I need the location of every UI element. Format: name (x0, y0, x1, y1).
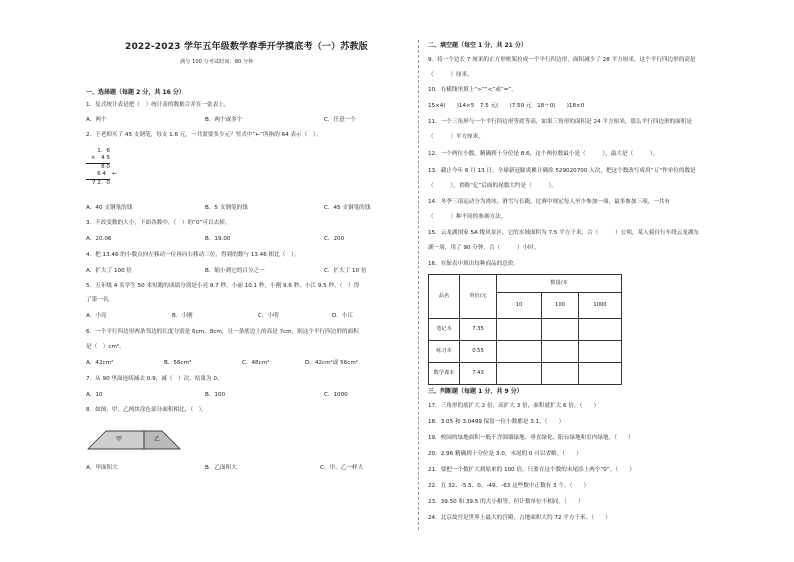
q16-text: 16．在如表中填出每种商品的总价。 (428, 261, 520, 267)
table-cell-name: 笔记本 (429, 319, 460, 341)
q1-text: 1．复式统计表是把（ ）统计表的数据合并在一张表上。 (86, 102, 230, 108)
q6-line1: 6．一个平行四边形两条邻边的长度分别是 6cm、8cm，且一条底边上的高是 7cm，则这个平行四边形的面积 (86, 329, 359, 335)
q14-line1: 14．冬季三项运动分为滑冰、滑雪与长跑，比赛中规定每人至少参加一项，最多参加三项，一共有 (428, 199, 671, 205)
q21-text: 21．要把一个数扩大到原来的 100 倍，只要在这个数的末尾添上两个“0”。（ ） (428, 467, 635, 473)
table-cell-price: 0.55 (460, 341, 497, 363)
table-answer-cell[interactable] (542, 341, 579, 363)
q8-option-c[interactable]: C．甲、乙一样大 (320, 465, 364, 471)
q2-vertical-calculation (86, 148, 117, 187)
table-answer-cell[interactable] (579, 319, 622, 341)
arrow-icon: ← (112, 171, 117, 177)
q8-option-b[interactable]: B．乙面积大 (205, 465, 237, 471)
parallelogram-figure (86, 423, 182, 453)
q15-line2: 湖一周，用了 90 分钟，合（ ）小时。 (428, 245, 540, 251)
q5-option-b[interactable]: B．小刚 (172, 313, 193, 319)
q7-text: 7．从 90 里面连续减去 0.9，减（ ）次，结果为 0。 (86, 376, 223, 382)
q20-text: 20．2.96 精确到十分位是 3.0，末尾的 0 可以省略。（ ） (428, 451, 582, 457)
table-qty-10: 10 (497, 293, 542, 319)
table-answer-cell[interactable] (497, 363, 542, 385)
q7-option-b[interactable]: B．100 (205, 392, 226, 398)
q4-text: 4．把 13.46 的小数点向左移动一位再向右移动三位，得到的数与 13.46 相比（ ）。 (86, 252, 300, 258)
column-divider (418, 40, 419, 530)
q18-text: 18．3.05 和 3.0499 保留一位小数都是 3.1。（ ） (428, 419, 565, 425)
q13-line2: （ ），省略“亿”后面的尾数大约是（ ）。 (428, 183, 557, 189)
price-table (428, 274, 622, 385)
q1-option-b[interactable]: B．两个或多个 (205, 117, 243, 123)
table-answer-cell[interactable] (542, 319, 579, 341)
q14-line2: （ ）种不同的参赛方法。 (428, 214, 507, 220)
table-qty-100: 100 (542, 293, 579, 319)
q10-line2: 15×4( )14×5 7.5 元( )7.50 元 18＋0( )18×0 (428, 103, 585, 109)
table-header-price: 单价/元 (460, 275, 497, 319)
q22-text: 22．在 32、-5.5、0、-49、-63 这些数中正数有 3 个。（ ） (428, 483, 590, 489)
q5-line1: 5．五年级 4 名学生 50 米短跑的成绩分别是小亮 9.7 秒，小丽 10.1 秒，小刚 9.6 秒，小江 9.5 秒，（ ）得 (86, 283, 360, 289)
q2-option-b[interactable]: B．5 支钢笔的钱 (205, 205, 248, 211)
q1-option-a[interactable]: A．两个 (86, 117, 107, 123)
q3-option-a[interactable]: A．20.06 (86, 236, 112, 242)
q12-text: 12．一个两位小数，精确到十分位是 8.6，这个两位数最小是（ ），最大是（ ）。 (428, 151, 659, 157)
calc-row-2: × 4 5 (90, 155, 110, 161)
table-cell-name: 数学课本 (429, 363, 460, 385)
q5-option-c[interactable]: C．小明 (258, 313, 279, 319)
q17-text: 17．三角形的底扩大 2 倍，高扩大 3 倍，面积就扩大 6 倍。（ ） (428, 403, 600, 409)
calc-row-3: 8 0 (101, 164, 110, 170)
table-row (429, 363, 622, 385)
q3-option-b[interactable]: B．19.00 (205, 236, 231, 242)
q6-option-a[interactable]: A．42cm² (86, 360, 114, 366)
q11-line1: 11．一个三角形与一个平行四边形等底等高，如果三角形的面积是 24 平方厘米，那么平行四边形的面积是 (428, 119, 692, 125)
q5-line2: 了第一名。 (86, 297, 114, 303)
q10-text: 10．在横线里填上“>”“<”或“=”。 (428, 87, 517, 93)
q15-line1: 15．云龙湖国家 5A 级风景区，它的水域面积为 7.5 平方千米，合（ ）公顷，某人骑自行车绕云龙湖东 (428, 230, 700, 236)
q7-option-a[interactable]: A．10 (86, 392, 103, 398)
calc-row-1: 1．6 (97, 148, 110, 154)
table-answer-cell[interactable] (579, 341, 622, 363)
shape-yi-label: 乙 (154, 436, 161, 443)
q9-line1: 9．将一个边长 7 厘米的正方形框架拉成一个平行四边形，面积减少了 28 平方厘米，这个平行四边形的高是 (428, 57, 696, 63)
q3-text: 3．不改变数的大小，下面各数中，（ ）的“0”可以去掉。 (86, 220, 231, 226)
q6-option-c[interactable]: C．48cm² (242, 360, 270, 366)
table-answer-cell[interactable] (497, 341, 542, 363)
q4-option-c[interactable]: C．扩大了 10 倍 (324, 268, 367, 274)
table-row (429, 341, 622, 363)
q11-line2: （ ）平方厘米。 (428, 134, 484, 140)
q4-option-b[interactable]: B．缩小到它的百分之一 (205, 268, 265, 274)
q5-option-a[interactable]: A．小亮 (86, 313, 107, 319)
q2-text: 2．王老师买了 45 支钢笔，每支 1.6 元，一共需要多少元？竖式中“←”所指的 64 表示（ ）。 (86, 132, 322, 138)
calc-row-4: 6 4 (97, 171, 106, 177)
q2-option-a[interactable]: A．40 支钢笔的钱 (86, 205, 133, 211)
table-qty-1000: 1000 (579, 293, 622, 319)
table-cell-name: 练习本 (429, 341, 460, 363)
exam-subtitle: 满分 100 分考试时间：80 分钟 (180, 59, 254, 65)
exam-title: 2022-2023 学年五年级数学春季开学摸底考（一）苏教版 (125, 42, 368, 52)
q5-option-d[interactable]: D．小江 (332, 313, 354, 319)
section2-title: 二、填空题（每空 1 分，共 21 分） (428, 42, 527, 49)
section3-title: 三、判断题（每题 1 分，共 9 分） (428, 388, 523, 395)
shape-jia-label: 甲 (116, 436, 123, 443)
table-row (429, 319, 622, 341)
q9-line2: （ ）厘米。 (428, 72, 473, 78)
shape-yi-region (144, 431, 180, 449)
q8-option-a[interactable]: A．甲面积大 (86, 465, 118, 471)
calc-row-4-wrap (86, 171, 117, 178)
q6-option-d[interactable]: D．42cm²或 56cm² (305, 360, 359, 366)
calc-row-5: 7 2．0 (91, 180, 110, 186)
table-answer-cell[interactable] (579, 363, 622, 385)
table-answer-cell[interactable] (542, 363, 579, 385)
q8-shape-figure (86, 423, 182, 456)
q2-option-c[interactable]: C．45 支钢笔的钱 (324, 205, 371, 211)
q19-text: 19．校园的绿地面积一般不含围墙绿地、垂直绿化、阳台绿地和室内绿地。（ ） (428, 435, 634, 441)
q23-text: 23．39.50 和 39.5 的大小相等，但计数单位不相同。（ ） (428, 499, 584, 505)
q24-text: 24．北京故宫是世界上最大的宫殿，占地面积大约 72 平方千米。（ ） (428, 515, 611, 521)
q1-option-c[interactable]: C．任意一个 (324, 117, 356, 123)
table-header-name: 品名 (429, 275, 460, 319)
table-cell-price: 7.43 (460, 363, 497, 385)
table-header-qty: 数量/本 (497, 275, 622, 293)
q8-text: 8．如图，甲、乙两块涂色部分面积相比，（ ）。 (86, 407, 208, 413)
section1-title: 一、选择题（每题 2 分，共 16 分） (86, 89, 185, 96)
table-cell-price: 7.35 (460, 319, 497, 341)
q6-option-b[interactable]: B．56cm² (164, 360, 192, 366)
q4-option-a[interactable]: A．扩大了 100 倍 (86, 268, 133, 274)
q7-option-c[interactable]: C．1000 (324, 392, 348, 398)
table-answer-cell[interactable] (497, 319, 542, 341)
q6-line2: 是（ ）cm²。 (86, 344, 125, 350)
q13-line1: 13．截止今年 6 月 13 日，全球新冠肺炎累计确诊 529020700 人次，把这个数改写成用“万”作单位的数是 (428, 168, 696, 174)
q3-option-c[interactable]: C．200 (324, 236, 345, 242)
